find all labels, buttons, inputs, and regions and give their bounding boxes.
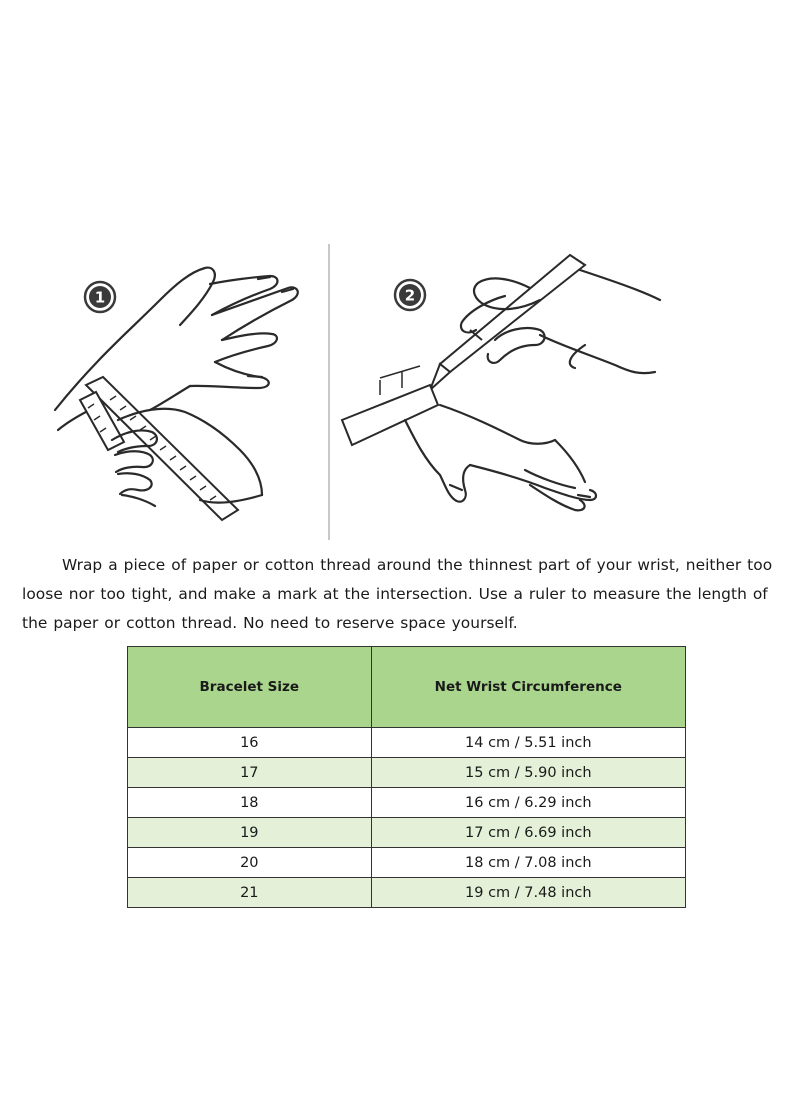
wrist-circumference-cell: 14 cm / 5.51 inch	[371, 728, 685, 758]
measurement-instructions: Wrap a piece of paper or cotton thread around the thinnest part of your wrist, neither too loose nor too tight, and make a mark at the intersection. Use a ruler to measure the length of the paper or cotton thread. No need to reserve space yourself.	[22, 556, 773, 632]
wrist-circumference-cell: 15 cm / 5.90 inch	[371, 758, 685, 788]
measurement-illustrations	[0, 0, 800, 545]
wrist-circumference-cell: 17 cm / 6.69 inch	[371, 818, 685, 848]
pen-drawing	[430, 255, 585, 390]
bracelet-size-cell: 18	[128, 788, 372, 818]
step-2-badge	[395, 280, 425, 310]
step-2-number: 2	[404, 286, 416, 305]
table-row	[128, 788, 686, 818]
step-1-badge	[85, 282, 115, 312]
table-row	[128, 728, 686, 758]
bracelet-size-cell: 19	[128, 818, 372, 848]
bracelet-size-cell: 16	[128, 728, 372, 758]
table-row	[128, 848, 686, 878]
header-bracelet-size: Bracelet Size	[128, 647, 372, 728]
bracelet-size-cell: 21	[128, 878, 372, 908]
table-row	[128, 878, 686, 908]
table-row	[128, 758, 686, 788]
lower-hand-drawing	[405, 405, 596, 510]
size-chart-table	[127, 646, 686, 908]
size-chart-header-row	[128, 647, 686, 728]
wrist-circumference-cell: 19 cm / 7.48 inch	[371, 878, 685, 908]
paper-strip-drawing	[342, 366, 438, 445]
step-2-illustration	[342, 255, 660, 510]
bracelet-size-cell: 20	[128, 848, 372, 878]
table-row	[128, 818, 686, 848]
header-wrist-circumference: Net Wrist Circumference	[371, 647, 685, 728]
wrist-circumference-cell: 18 cm / 7.08 inch	[371, 848, 685, 878]
illustration-svg	[0, 0, 800, 545]
step-1-illustration	[55, 268, 298, 520]
measuring-tape-drawing	[80, 377, 238, 520]
bracelet-size-cell: 17	[128, 758, 372, 788]
step-1-number: 1	[94, 288, 106, 307]
wrist-circumference-cell: 16 cm / 6.29 inch	[371, 788, 685, 818]
